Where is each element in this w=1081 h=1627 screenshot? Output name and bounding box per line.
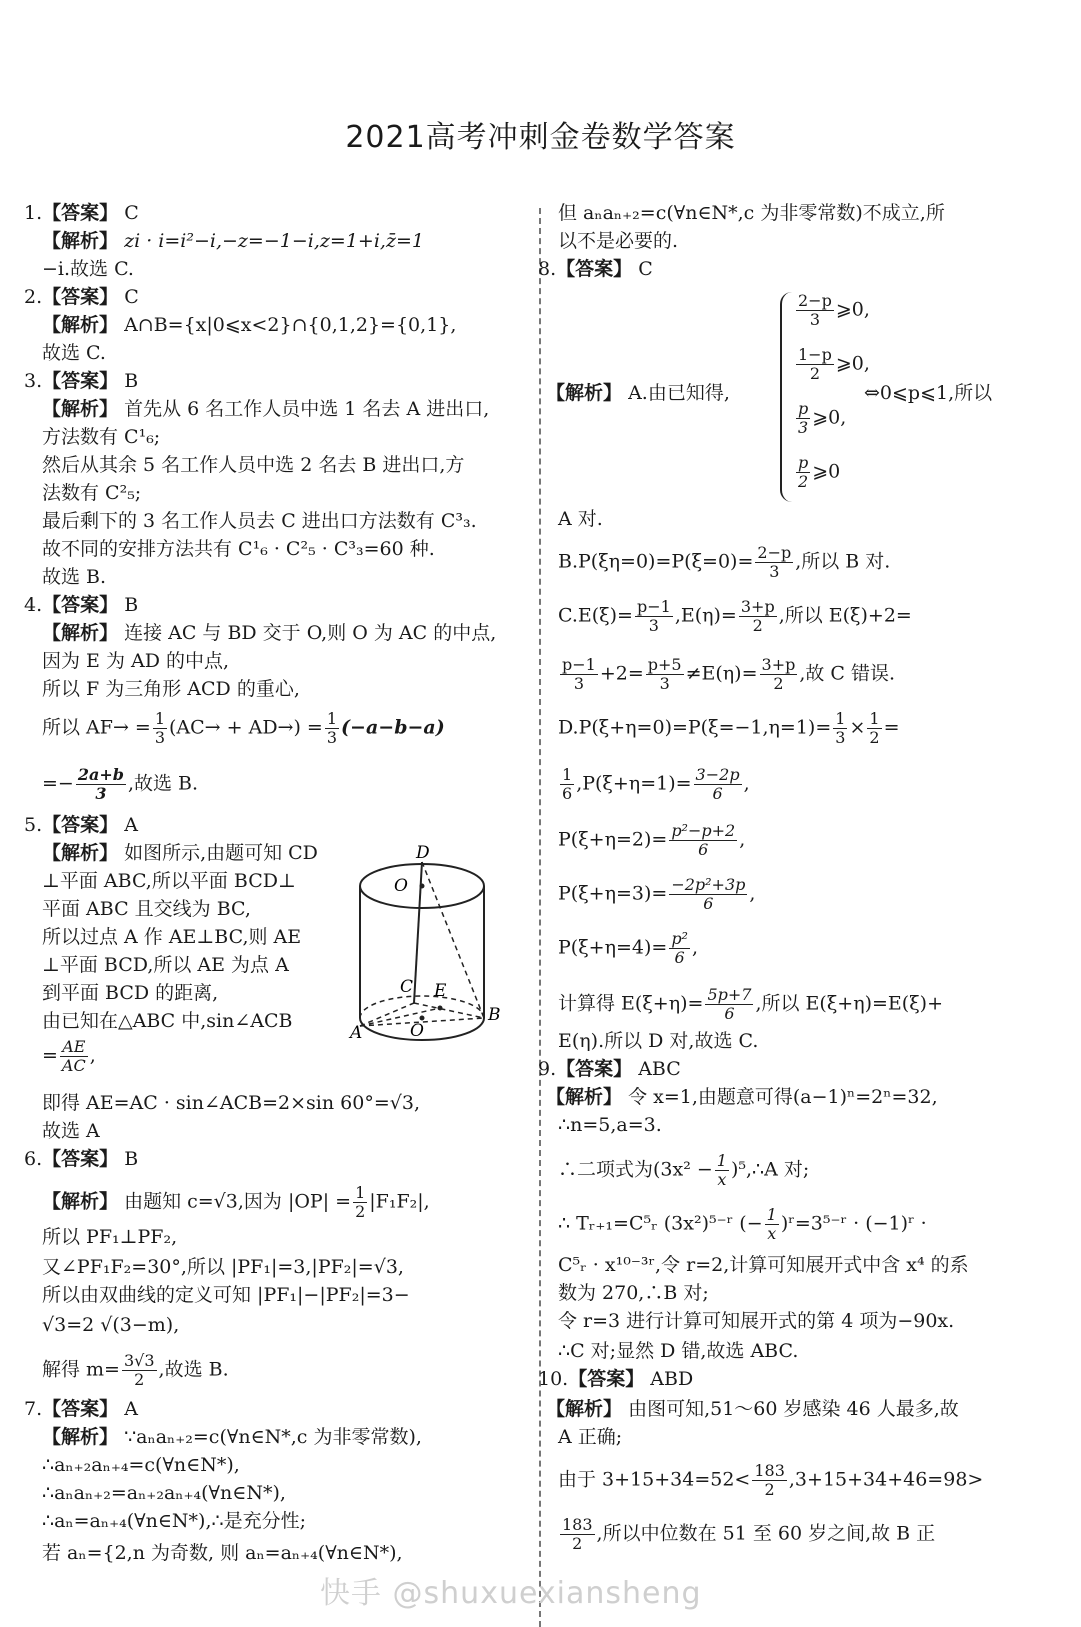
- q10-text: A 正确;: [558, 1426, 623, 1448]
- fraction: [833, 710, 847, 747]
- q8-text: ⇔0⩽p⩽1,所以: [864, 382, 993, 404]
- q8-text: A 对.: [558, 508, 603, 530]
- q10-median-line: [558, 1462, 1056, 1499]
- fraction: [760, 656, 798, 693]
- q9-general-term: [558, 1206, 1056, 1243]
- q1-text: −i.故选 C.: [42, 258, 134, 280]
- system-row-2: [794, 346, 1056, 383]
- numerator: 1: [716, 1151, 727, 1170]
- q1-answer-line: [24, 200, 524, 226]
- q4-text: 所以 AF→ =: [42, 716, 151, 739]
- analysis-tag: 【解析】: [42, 1190, 119, 1213]
- q6-text: √3=2 √(3−m),: [42, 1314, 180, 1336]
- q8-text: P(ξ+η=4)=: [558, 936, 668, 959]
- q6-text: 由题知 c=√3,因为 |OP| =: [124, 1190, 352, 1213]
- q4-text: (AC→ + AD→) =: [169, 716, 323, 739]
- q3-text: 方法数有 C¹₆;: [42, 426, 161, 448]
- q9-text: ∴二项式为(3x² −: [558, 1158, 713, 1181]
- numerator: 2−p: [798, 291, 832, 310]
- q7-number: 7.: [24, 1398, 43, 1420]
- fraction: [755, 544, 793, 581]
- q4-number: 4.: [24, 594, 43, 616]
- q4-result-line: [42, 766, 524, 803]
- denominator: AC: [61, 1056, 86, 1075]
- label-d: D: [416, 843, 430, 863]
- numerator: 1: [835, 709, 846, 728]
- fraction: [765, 1206, 779, 1243]
- numerator: 2a+b: [77, 765, 124, 784]
- q9-text: 令 x=1,由题意可得(a−1)ⁿ=2ⁿ=32,: [628, 1086, 938, 1108]
- q8-expectation: [558, 986, 1056, 1023]
- q10-text: 由于 3+15+34=52<: [558, 1468, 751, 1491]
- label-b: B: [488, 1005, 501, 1025]
- watermark: 快手 @shuxuexiansheng: [320, 1576, 702, 1611]
- q3-text: 故选 B.: [42, 566, 107, 588]
- q8-text: ,P(ξ+η=1)=: [576, 772, 692, 795]
- analysis-tag: 【解析】: [42, 230, 119, 252]
- q4-text: =−: [42, 772, 74, 795]
- q1-number: 1.: [24, 202, 43, 224]
- q8-text: C.E(ξ)=: [558, 604, 633, 627]
- q4-answer-line: [24, 592, 524, 618]
- q7-text: ∴aₙ=aₙ₊₄(∀n∈N*),∴是充分性;: [42, 1510, 306, 1532]
- q8-text: D.P(ξ+η=0)=P(ξ=−1,η=1)=: [558, 716, 832, 739]
- column-divider: [539, 208, 541, 1627]
- numerator: 3+p: [761, 655, 796, 674]
- fraction: [122, 1352, 157, 1389]
- denominator: 2: [572, 1534, 583, 1553]
- q10-answer: ABD: [650, 1368, 694, 1390]
- q8-text: ×: [849, 716, 866, 739]
- numerator: 1: [562, 765, 573, 784]
- q8-text: P(ξ+η=2)=: [558, 828, 668, 851]
- numerator: 1: [766, 1205, 777, 1224]
- q8-answer: C: [638, 258, 653, 280]
- q5-text: ⊥平面 ABC,所以平面 BCD⊥: [42, 870, 296, 892]
- system-row-4: [794, 454, 1056, 491]
- numerator: 1: [869, 709, 880, 728]
- denominator: 3: [326, 728, 338, 747]
- fraction: [646, 656, 684, 693]
- q5-text: 平面 ABC 且交线为 BC,: [42, 898, 251, 920]
- q4-text: 因为 E 为 AD 的中点,: [42, 650, 230, 672]
- fraction: [325, 710, 339, 747]
- fraction: [669, 876, 747, 913]
- denominator: x: [767, 1224, 777, 1243]
- point-o-top: [420, 884, 425, 889]
- analysis-tag: 【解析】: [546, 1086, 623, 1108]
- denominator: 2: [773, 674, 784, 693]
- numerator: p²: [671, 929, 688, 948]
- label-o-top: O: [394, 876, 408, 896]
- answer-tag: 【答案】: [556, 1058, 633, 1080]
- fraction: [669, 822, 737, 859]
- fraction: [60, 1038, 88, 1075]
- q6-text: ,故选 B.: [158, 1358, 229, 1381]
- q8-text: +2=: [599, 662, 644, 685]
- answer-tag: 【答案】: [42, 202, 119, 224]
- label-c: C: [400, 977, 414, 997]
- q7-answer: A: [124, 1398, 138, 1420]
- denominator: 2: [355, 1202, 366, 1221]
- q8-prob-2: [558, 822, 1056, 859]
- q7-text: ∴aₙaₙ₊₂=aₙ₊₂aₙ₊₄(∀n∈N*),: [42, 1482, 286, 1504]
- numerator: 3√3: [123, 1351, 155, 1370]
- fraction: [669, 930, 690, 967]
- analysis-tag: 【解析】: [42, 1426, 119, 1448]
- q7-text: ∵aₙaₙ₊₂=c(∀n∈N*,c 为非零常数),: [124, 1426, 422, 1448]
- q9-answer: ABC: [638, 1058, 681, 1080]
- q9-text: ∴n=5,a=3.: [558, 1114, 662, 1136]
- q10-number: 10.: [538, 1368, 569, 1390]
- denominator: 2: [809, 364, 820, 383]
- q8-option-c-cont: [558, 656, 1056, 693]
- fraction: [867, 710, 881, 747]
- q6-analysis-line: [42, 1184, 524, 1221]
- q10-median-cont: [558, 1516, 1056, 1553]
- q6-text: |F₁F₂|,: [369, 1190, 430, 1213]
- fraction: [153, 710, 167, 747]
- answer-tag: 【答案】: [42, 814, 119, 836]
- q8-number: 8.: [538, 258, 557, 280]
- analysis-tag: 【解析】: [546, 382, 623, 404]
- q9-text: )⁵,∴A 对;: [730, 1158, 810, 1181]
- fraction: [705, 986, 753, 1023]
- label-e: E: [434, 981, 447, 1001]
- q6-text: 又∠PF₁F₂=30°,所以 |PF₁|=3,|PF₂|=√3,: [42, 1256, 404, 1278]
- q9-binomial: [558, 1152, 1056, 1189]
- q1-text: zi · i=i²−i,−z=−1−i,z=1+i,z̄=1: [124, 230, 424, 252]
- q9-text: ∴C 对;显然 D 错,故选 ABC.: [558, 1340, 799, 1362]
- numerator: 183: [562, 1515, 593, 1534]
- q8-text: ,故 C 错误.: [799, 662, 896, 685]
- ge-zero: ⩾0,: [835, 352, 870, 375]
- q8-prob-3: [558, 876, 1056, 913]
- q8-text: A.由已知得,: [628, 382, 730, 404]
- answer-tag: 【答案】: [42, 1148, 119, 1170]
- label-a: A: [350, 1023, 363, 1043]
- q8-text: ≠E(η)=: [685, 662, 758, 685]
- q3-analysis-line: [42, 396, 524, 422]
- q8-text: E(η).所以 D 对,故选 C.: [558, 1030, 759, 1052]
- numerator: 2−p: [757, 543, 792, 562]
- denominator: 6: [724, 1004, 735, 1023]
- denominator: 2: [869, 728, 880, 747]
- q8-text: ,E(η)=: [674, 604, 737, 627]
- q3-text: 最后剩下的 3 名工作人员去 C 进出口方法数有 C³₃.: [42, 510, 477, 532]
- q7-answer-line: [24, 1396, 524, 1422]
- answer-tag: 【答案】: [568, 1368, 645, 1390]
- fraction: [560, 766, 574, 803]
- numerator: p+5: [647, 655, 682, 674]
- denominator: 3: [154, 728, 166, 747]
- q7-continued-text: 但 aₙaₙ₊₂=c(∀n∈N*,c 为非零常数)不成立,所: [558, 202, 945, 224]
- analysis-tag: 【解析】: [42, 622, 119, 644]
- q8-text: ,: [749, 882, 756, 905]
- fraction: [739, 598, 777, 635]
- q2-answer: C: [124, 286, 139, 308]
- segment-cb: [414, 1003, 484, 1018]
- denominator: 3: [769, 562, 780, 581]
- q6-solution-line: [42, 1352, 524, 1389]
- q5-text: 所以过点 A 作 AE⊥BC,则 AE: [42, 926, 302, 948]
- q9-number: 9.: [538, 1058, 557, 1080]
- point-o-bottom: [420, 1016, 425, 1021]
- q10-text: ,3+15+34+46=98>: [788, 1468, 984, 1491]
- q3-number: 3.: [24, 370, 43, 392]
- numerator: 1: [326, 709, 338, 728]
- q10-answer-line: [538, 1366, 1056, 1392]
- q10-analysis-line: [546, 1396, 1056, 1422]
- q3-answer: B: [124, 370, 139, 392]
- q7-text: 若 aₙ={2,n 为奇数, 则 aₙ=aₙ₊₄(∀n∈N*),: [42, 1542, 403, 1564]
- numerator: p²−p+2: [671, 821, 736, 840]
- q4-analysis-line: [42, 620, 524, 646]
- fraction: [796, 346, 834, 383]
- numerator: AE: [60, 1038, 88, 1057]
- numerator: p−1: [562, 655, 596, 674]
- denominator: 3: [95, 784, 107, 803]
- denominator: 3: [648, 616, 659, 635]
- ge-zero: ⩾0: [812, 460, 841, 483]
- q4-text: 所以 F 为三角形 ACD 的重心,: [42, 678, 300, 700]
- fraction: [796, 454, 810, 491]
- denominator: 6: [698, 840, 709, 859]
- denominator: 2: [752, 616, 763, 635]
- q8-text: ,所以 E(ξ+η)=E(ξ)+: [755, 992, 943, 1015]
- answer-tag: 【答案】: [42, 1398, 119, 1420]
- denominator: 3: [573, 674, 584, 693]
- q5-text: 即得 AE=AC · sin∠ACB=2×sin 60°=√3,: [42, 1092, 420, 1114]
- q8-text: 计算得 E(ξ+η)=: [558, 992, 704, 1015]
- denominator: 3: [798, 418, 809, 437]
- q5-text: 到平面 BCD 的距离,: [42, 982, 219, 1004]
- q5-text: 故选 A: [42, 1120, 100, 1142]
- numerator: 3+p: [740, 597, 775, 616]
- q8-answer-line: [538, 256, 1056, 282]
- denominator: 2: [798, 472, 809, 491]
- q10-text: ,所以中位数在 51 至 60 岁之间,故 B 正: [596, 1522, 936, 1545]
- q2-answer-line: [24, 284, 524, 310]
- q3-answer-line: [24, 368, 524, 394]
- q6-text: 所以由双曲线的定义可知 |PF₁|−|PF₂|=3−: [42, 1284, 410, 1306]
- denominator: 6: [712, 784, 723, 803]
- analysis-tag: 【解析】: [546, 1398, 623, 1420]
- q1-analysis-line: [42, 228, 524, 254]
- q3-text: 法数有 C²₅;: [42, 482, 142, 504]
- numerator: p−1: [636, 597, 671, 616]
- fraction: [560, 1516, 595, 1553]
- analysis-tag: 【解析】: [42, 842, 119, 864]
- cylinder-figure: [350, 843, 514, 1048]
- q9-text: ∴ Tᵣ₊₁=C⁵ᵣ (3x²)⁵⁻ʳ (−: [558, 1212, 763, 1235]
- q8-text: ,: [691, 936, 699, 959]
- q3-text: 故不同的安排方法共有 C¹₆ · C²₅ · C³₃=60 种.: [42, 538, 435, 560]
- denominator: 2: [764, 1480, 775, 1499]
- label-o-bottom: O: [410, 1021, 424, 1041]
- answer-tag: 【答案】: [42, 594, 119, 616]
- q3-text: 首先从 6 名工作人员中选 1 名去 A 进出口,: [124, 398, 490, 420]
- q8-option-b: [558, 544, 1056, 581]
- denominator: 6: [562, 784, 573, 803]
- point-e: [438, 1006, 443, 1011]
- q8-text: ,所以 E(ξ)+2=: [778, 604, 912, 627]
- q7-analysis-line: [42, 1424, 524, 1450]
- q5-text: 由已知在△ABC 中,sin∠ACB: [42, 1010, 293, 1032]
- q4-vector-line: [42, 710, 524, 747]
- q8-text: ,: [743, 772, 750, 795]
- q8-text: ,: [739, 828, 746, 851]
- denominator: 2: [134, 1370, 145, 1389]
- denominator: 6: [703, 894, 714, 913]
- q9-answer-line: [538, 1056, 1056, 1082]
- q5-answer-line: [24, 812, 524, 838]
- q5-text: 如图所示,由题可知 CD: [124, 842, 318, 864]
- q6-answer-line: [24, 1146, 524, 1172]
- answer-tag: 【答案】: [42, 286, 119, 308]
- q5-text: ⊥平面 BCD,所以 AE 为点 A: [42, 954, 289, 976]
- q8-option-c: [558, 598, 1056, 635]
- q4-answer: B: [124, 594, 139, 616]
- numerator: 1−p: [798, 345, 832, 364]
- q4-text: (−a−b−a): [341, 716, 445, 739]
- fraction: [76, 766, 126, 803]
- system-row-1: [794, 292, 1056, 329]
- fraction: [635, 598, 673, 635]
- q5-answer: A: [124, 814, 138, 836]
- fraction: [694, 766, 742, 803]
- fraction: [353, 1184, 367, 1221]
- q8-text: B.P(ξη=0)=P(ξ=0)=: [558, 550, 754, 573]
- q6-answer: B: [124, 1148, 139, 1170]
- q3-text: 然后从其余 5 名工作人员中选 2 名去 B 进出口,方: [42, 454, 465, 476]
- analysis-tag: 【解析】: [42, 398, 119, 420]
- q8-text: =: [883, 716, 900, 739]
- q1-answer: C: [124, 202, 139, 224]
- q8-option-d-cont: [558, 766, 1056, 803]
- cylinder-bottom-back: [360, 996, 484, 1018]
- denominator: 6: [674, 948, 685, 967]
- numerator: 1: [355, 1183, 366, 1202]
- numerator: 3−2p: [695, 765, 740, 784]
- analysis-tag: 【解析】: [42, 314, 119, 336]
- q5-number: 5.: [24, 814, 43, 836]
- q2-analysis-line: [42, 312, 524, 338]
- q5-text: ,: [89, 1044, 96, 1067]
- q6-text: 解得 m=: [42, 1358, 120, 1381]
- q8-text: ,所以 B 对.: [795, 550, 891, 573]
- numerator: 183: [754, 1461, 785, 1480]
- denominator: 3: [809, 310, 820, 329]
- fraction: [752, 1462, 787, 1499]
- denominator: 3: [659, 674, 670, 693]
- numerator: −2p²+3p: [671, 875, 746, 894]
- q9-text: C⁵ᵣ · x¹⁰⁻³ʳ,令 r=2,计算可知展开式中含 x⁴ 的系: [558, 1254, 969, 1276]
- q2-text: A∩B={x|0⩽x<2}∩{0,1,2}={0,1},: [124, 314, 457, 336]
- q2-text: 故选 C.: [42, 342, 106, 364]
- segment-db: [422, 862, 484, 1018]
- fraction: [796, 292, 834, 329]
- q8-option-d: [558, 710, 1056, 747]
- q6-number: 6.: [24, 1148, 43, 1170]
- q5-text: =: [42, 1044, 58, 1067]
- fraction: [560, 656, 598, 693]
- numerator: p: [798, 399, 809, 418]
- q9-text: )ʳ=3⁵⁻ʳ · (−1)ʳ ·: [780, 1212, 927, 1235]
- q8-prob-4: [558, 930, 1056, 967]
- segment-dc: [414, 862, 422, 1003]
- fraction: [715, 1152, 729, 1189]
- q9-text: 数为 270,∴B 对;: [558, 1282, 709, 1304]
- q9-text: 令 r=3 进行计算可知展开式的第 4 项为−90x.: [558, 1310, 955, 1332]
- ge-zero: ⩾0,: [812, 406, 847, 429]
- answer-tag: 【答案】: [556, 258, 633, 280]
- q7-continued-text: 以不是必要的.: [558, 230, 679, 252]
- numerator: 5p+7: [707, 985, 752, 1004]
- q4-text: ,故选 B.: [127, 772, 199, 795]
- ge-zero: ⩾0,: [835, 298, 870, 321]
- q2-number: 2.: [24, 286, 43, 308]
- numerator: 1: [154, 709, 166, 728]
- page-title: 2021高考冲刺金卷数学答案: [345, 120, 736, 155]
- q8-text: P(ξ+η=3)=: [558, 882, 668, 905]
- answer-tag: 【答案】: [42, 370, 119, 392]
- denominator: 3: [835, 728, 846, 747]
- denominator: x: [717, 1170, 727, 1189]
- numerator: p: [798, 453, 809, 472]
- q4-text: 连接 AC 与 BD 交于 O,则 O 为 AC 的中点,: [124, 622, 497, 644]
- q10-text: 由图可知,51～60 岁感染 46 人最多,故: [628, 1398, 959, 1420]
- q9-analysis-line: [546, 1084, 1056, 1110]
- q7-text: ∴aₙ₊₂aₙ₊₄=c(∀n∈N*),: [42, 1454, 240, 1476]
- q6-text: 所以 PF₁⊥PF₂,: [42, 1226, 178, 1248]
